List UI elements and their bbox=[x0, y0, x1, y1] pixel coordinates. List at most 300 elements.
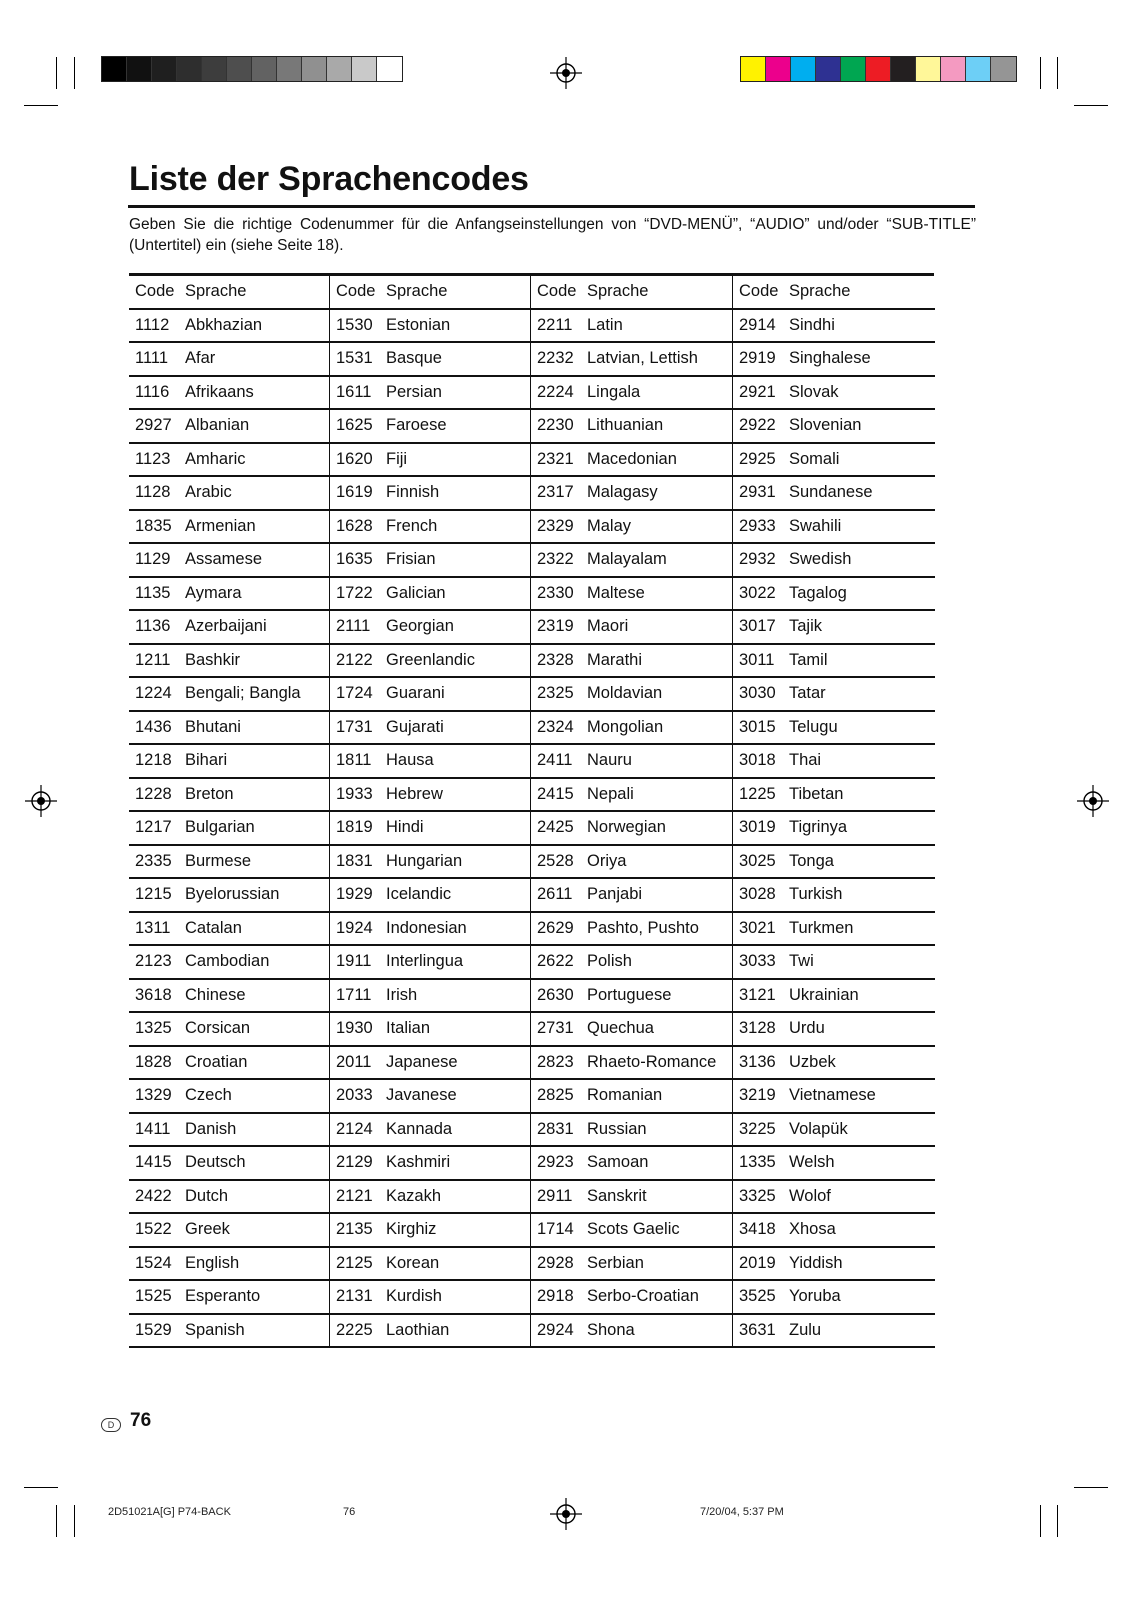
language-code: 2924 bbox=[537, 1320, 574, 1339]
language-code: 1929 bbox=[336, 885, 373, 904]
page-title: Liste der Sprachencodes bbox=[129, 160, 529, 198]
language-name: Esperanto bbox=[185, 1287, 261, 1306]
registration-mark-left-icon bbox=[23, 783, 59, 819]
language-code: 2131 bbox=[336, 1287, 373, 1306]
table-row bbox=[129, 544, 329, 578]
language-name: Panjabi bbox=[587, 885, 643, 904]
language-code: 1522 bbox=[135, 1220, 172, 1239]
language-name: Lithuanian bbox=[587, 416, 664, 435]
table-row bbox=[129, 1181, 329, 1215]
language-code: 2933 bbox=[739, 516, 776, 535]
language-code: 2317 bbox=[537, 483, 574, 502]
table-row bbox=[330, 444, 531, 478]
language-name: Galician bbox=[386, 583, 446, 602]
language-code: 1112 bbox=[135, 315, 170, 334]
language-name: Spanish bbox=[185, 1320, 245, 1339]
table-row bbox=[733, 611, 935, 645]
table-row bbox=[531, 1147, 733, 1181]
crop-mark-br-v2 bbox=[1040, 1505, 1041, 1537]
crop-mark-tr-h bbox=[1074, 105, 1108, 106]
language-code: 2630 bbox=[537, 985, 574, 1004]
language-name: Norwegian bbox=[587, 818, 666, 837]
language-name: Japanese bbox=[386, 1052, 458, 1071]
table-row bbox=[531, 1013, 733, 1047]
table-column bbox=[129, 276, 329, 1348]
table-row bbox=[733, 343, 935, 377]
language-code: 2122 bbox=[336, 650, 373, 669]
language-code: 1529 bbox=[135, 1320, 172, 1339]
language-code: 2528 bbox=[537, 851, 574, 870]
language-code: 2319 bbox=[537, 617, 574, 636]
header-code: Code bbox=[739, 282, 779, 301]
table-row bbox=[733, 712, 935, 746]
language-code: 1218 bbox=[135, 751, 172, 770]
language-code: 1828 bbox=[135, 1052, 172, 1071]
language-code: 1225 bbox=[739, 784, 776, 803]
language-code: 3618 bbox=[135, 985, 172, 1004]
language-code: 2831 bbox=[537, 1119, 574, 1138]
language-name: Armenian bbox=[185, 516, 256, 535]
language-name: Faroese bbox=[386, 416, 447, 435]
language-name: Mongolian bbox=[587, 717, 664, 736]
language-code: 2919 bbox=[739, 349, 776, 368]
language-name: Danish bbox=[185, 1119, 237, 1138]
table-row bbox=[129, 1114, 329, 1148]
language-code: 1436 bbox=[135, 717, 172, 736]
language-code: 1135 bbox=[135, 583, 171, 602]
language-name: Tamil bbox=[789, 650, 828, 669]
language-name: Byelorussian bbox=[185, 885, 280, 904]
table-row bbox=[330, 1315, 531, 1349]
color-swatch bbox=[941, 57, 966, 81]
language-name: Tajik bbox=[789, 617, 823, 636]
language-code: 1530 bbox=[336, 315, 373, 334]
table-row bbox=[531, 946, 733, 980]
table-row bbox=[531, 1281, 733, 1315]
language-code: 3018 bbox=[739, 751, 776, 770]
language-code: 2225 bbox=[336, 1320, 373, 1339]
language-name: Greenlandic bbox=[386, 650, 475, 669]
table-row bbox=[733, 1114, 935, 1148]
language-code: 1731 bbox=[336, 717, 373, 736]
table-row bbox=[733, 477, 935, 511]
table-row bbox=[733, 1214, 935, 1248]
table-row bbox=[330, 1080, 531, 1114]
language-code: 1722 bbox=[336, 583, 373, 602]
language-code: 3136 bbox=[739, 1052, 776, 1071]
language-code: 2232 bbox=[537, 349, 574, 368]
color-swatch bbox=[227, 57, 252, 81]
table-row bbox=[733, 578, 935, 612]
table-row bbox=[330, 410, 531, 444]
crop-mark-bl-v bbox=[56, 1505, 57, 1537]
table-row bbox=[330, 1281, 531, 1315]
language-name: Javanese bbox=[386, 1086, 457, 1105]
language-code: 3418 bbox=[739, 1220, 776, 1239]
table-row bbox=[129, 645, 329, 679]
language-code: 2211 bbox=[537, 315, 573, 334]
table-row bbox=[330, 1181, 531, 1215]
language-code: 2928 bbox=[537, 1253, 574, 1272]
language-name: Basque bbox=[386, 349, 442, 368]
table-row bbox=[531, 611, 733, 645]
language-code: 2321 bbox=[537, 449, 574, 468]
table-row bbox=[330, 1214, 531, 1248]
title-rule bbox=[128, 205, 975, 208]
language-code: 2932 bbox=[739, 550, 776, 569]
table-row bbox=[733, 1281, 935, 1315]
language-name: Frisian bbox=[386, 550, 436, 569]
color-swatch bbox=[277, 57, 302, 81]
color-swatch bbox=[916, 57, 941, 81]
language-name: Amharic bbox=[185, 449, 246, 468]
language-name: Gujarati bbox=[386, 717, 444, 736]
language-name: Finnish bbox=[386, 483, 440, 502]
table-row bbox=[330, 645, 531, 679]
table-row bbox=[733, 745, 935, 779]
language-code: 2328 bbox=[537, 650, 574, 669]
language-code: 1628 bbox=[336, 516, 373, 535]
language-code: 2731 bbox=[537, 1019, 574, 1038]
language-name: Hungarian bbox=[386, 851, 463, 870]
language-code: 1128 bbox=[135, 483, 171, 502]
language-name: Malayalam bbox=[587, 550, 667, 569]
crop-mark-br-v bbox=[1057, 1505, 1058, 1537]
language-code: 3028 bbox=[739, 885, 776, 904]
table-header-row bbox=[330, 276, 531, 310]
language-name: Azerbaijani bbox=[185, 617, 267, 636]
language-name: English bbox=[185, 1253, 240, 1272]
crop-mark-tl-v bbox=[74, 57, 75, 89]
table-row bbox=[330, 779, 531, 813]
language-name: Burmese bbox=[185, 851, 252, 870]
color-swatch bbox=[152, 57, 177, 81]
table-row bbox=[531, 879, 733, 913]
language-name: Tatar bbox=[789, 684, 826, 703]
language-code: 2324 bbox=[537, 717, 574, 736]
language-name: Interlingua bbox=[386, 952, 464, 971]
table-row bbox=[733, 1047, 935, 1081]
language-code: 2921 bbox=[739, 382, 776, 401]
table-row bbox=[330, 678, 531, 712]
language-name: Telugu bbox=[789, 717, 838, 736]
language-name: Ukrainian bbox=[789, 985, 859, 1004]
table-row bbox=[531, 477, 733, 511]
language-code: 2124 bbox=[336, 1119, 373, 1138]
language-code: 2415 bbox=[537, 784, 574, 803]
table-row bbox=[531, 343, 733, 377]
color-calibration-bar bbox=[740, 56, 1017, 82]
table-row bbox=[129, 712, 329, 746]
language-name: Singhalese bbox=[789, 349, 871, 368]
table-row bbox=[531, 779, 733, 813]
table-row bbox=[531, 913, 733, 947]
language-name: Marathi bbox=[587, 650, 643, 669]
registration-mark-bottom-icon bbox=[548, 1496, 584, 1532]
table-row bbox=[129, 946, 329, 980]
language-code: 3525 bbox=[739, 1287, 776, 1306]
table-row bbox=[129, 611, 329, 645]
language-code: 1215 bbox=[135, 885, 172, 904]
language-code: 1811 bbox=[336, 751, 372, 770]
language-code: 2129 bbox=[336, 1153, 373, 1172]
table-row bbox=[531, 980, 733, 1014]
language-code: 2033 bbox=[336, 1086, 373, 1105]
language-name: Kannada bbox=[386, 1119, 453, 1138]
language-name: Hebrew bbox=[386, 784, 443, 803]
crop-mark-tl-h bbox=[24, 105, 58, 106]
table-row bbox=[330, 343, 531, 377]
table-row bbox=[733, 946, 935, 980]
language-name: Scots Gaelic bbox=[587, 1220, 680, 1239]
language-name: Slovenian bbox=[789, 416, 862, 435]
table-row bbox=[129, 578, 329, 612]
language-name: Abkhazian bbox=[185, 315, 263, 334]
language-code: 2825 bbox=[537, 1086, 574, 1105]
language-name: Welsh bbox=[789, 1153, 835, 1172]
language-code: 2425 bbox=[537, 818, 574, 837]
language-name: Greek bbox=[185, 1220, 230, 1239]
table-row bbox=[733, 812, 935, 846]
language-name: Aymara bbox=[185, 583, 242, 602]
language-code: 1335 bbox=[739, 1153, 776, 1172]
language-name: Kazakh bbox=[386, 1186, 442, 1205]
language-name: Polish bbox=[587, 952, 632, 971]
color-swatch bbox=[741, 57, 766, 81]
table-row bbox=[129, 343, 329, 377]
language-name: Lingala bbox=[587, 382, 641, 401]
language-code: 3325 bbox=[739, 1186, 776, 1205]
table-row bbox=[531, 1214, 733, 1248]
language-name: Uzbek bbox=[789, 1052, 836, 1071]
table-row bbox=[733, 1315, 935, 1349]
slug-center: 76 bbox=[343, 1506, 356, 1518]
table-row bbox=[733, 1147, 935, 1181]
color-swatch bbox=[102, 57, 127, 81]
language-name: Urdu bbox=[789, 1019, 825, 1038]
crop-mark-bl-h bbox=[24, 1487, 58, 1488]
language-name: Laothian bbox=[386, 1320, 450, 1339]
table-row bbox=[129, 444, 329, 478]
table-row bbox=[330, 511, 531, 545]
language-name: Arabic bbox=[185, 483, 232, 502]
language-code: 2914 bbox=[739, 315, 776, 334]
language-code: 3128 bbox=[739, 1019, 776, 1038]
language-name: Irish bbox=[386, 985, 418, 1004]
language-code: 2123 bbox=[135, 952, 172, 971]
language-name: Italian bbox=[386, 1019, 431, 1038]
color-swatch bbox=[252, 57, 277, 81]
language-code: 2111 bbox=[336, 617, 371, 636]
language-code: 2823 bbox=[537, 1052, 574, 1071]
table-row bbox=[733, 678, 935, 712]
language-name: Russian bbox=[587, 1119, 647, 1138]
language-name: Somali bbox=[789, 449, 840, 468]
language-name: Xhosa bbox=[789, 1220, 836, 1239]
language-code: 3030 bbox=[739, 684, 776, 703]
language-name: Sindhi bbox=[789, 315, 835, 334]
table-row bbox=[531, 1248, 733, 1282]
language-name: Assamese bbox=[185, 550, 263, 569]
language-name: Serbo-Croatian bbox=[587, 1287, 699, 1306]
language-name: Samoan bbox=[587, 1153, 649, 1172]
table-row bbox=[531, 544, 733, 578]
language-name: Malagasy bbox=[587, 483, 658, 502]
language-name: Pashto, Pushto bbox=[587, 918, 699, 937]
language-code: 1611 bbox=[336, 382, 372, 401]
table-column bbox=[530, 276, 733, 1348]
language-code: 1831 bbox=[336, 851, 373, 870]
language-code: 2011 bbox=[336, 1052, 372, 1071]
language-name: Afar bbox=[185, 349, 216, 368]
language-code: 3225 bbox=[739, 1119, 776, 1138]
language-name: Dutch bbox=[185, 1186, 229, 1205]
table-row bbox=[531, 712, 733, 746]
language-name: Yiddish bbox=[789, 1253, 843, 1272]
table-row bbox=[733, 444, 935, 478]
color-swatch bbox=[352, 57, 377, 81]
language-code: 1619 bbox=[336, 483, 373, 502]
table-row bbox=[330, 980, 531, 1014]
table-row bbox=[733, 310, 935, 344]
table-row bbox=[531, 444, 733, 478]
color-swatch bbox=[841, 57, 866, 81]
registration-mark-top-icon bbox=[548, 55, 584, 91]
language-name: Nauru bbox=[587, 751, 632, 770]
header-code: Code bbox=[537, 282, 577, 301]
language-name: Zulu bbox=[789, 1320, 822, 1339]
header-language: Sprache bbox=[789, 282, 851, 301]
table-row bbox=[733, 1181, 935, 1215]
language-name: Corsican bbox=[185, 1019, 251, 1038]
language-name: Tagalog bbox=[789, 583, 847, 602]
language-code: 1724 bbox=[336, 684, 373, 703]
table-row bbox=[129, 1281, 329, 1315]
language-name: Georgian bbox=[386, 617, 454, 636]
table-header-row bbox=[129, 276, 329, 310]
language-name: Malay bbox=[587, 516, 632, 535]
table-row bbox=[531, 1181, 733, 1215]
language-name: Bashkir bbox=[185, 650, 241, 669]
language-code: 1911 bbox=[336, 952, 372, 971]
table-header-row bbox=[733, 276, 935, 310]
language-name: Turkish bbox=[789, 885, 843, 904]
language-code: 3015 bbox=[739, 717, 776, 736]
language-code: 1524 bbox=[135, 1253, 172, 1272]
language-code-table bbox=[129, 273, 934, 1350]
language-code: 3021 bbox=[739, 918, 776, 937]
language-code: 1211 bbox=[135, 650, 171, 669]
table-row bbox=[531, 578, 733, 612]
table-row bbox=[129, 1080, 329, 1114]
language-code: 2019 bbox=[739, 1253, 776, 1272]
language-name: Indonesian bbox=[386, 918, 467, 937]
color-swatch bbox=[866, 57, 891, 81]
table-row bbox=[129, 1013, 329, 1047]
language-name: Serbian bbox=[587, 1253, 644, 1272]
color-swatch bbox=[177, 57, 202, 81]
language-name: Macedonian bbox=[587, 449, 677, 468]
language-name: Kirghiz bbox=[386, 1220, 437, 1239]
intro-paragraph: Geben Sie die richtige Codenummer für die Anfangseinstellungen von “DVD-MENÜ”, “AUDIO” und/oder “SUB-TITLE” (Untertitel) ein (siehe Seite 18). bbox=[129, 216, 976, 254]
table-row bbox=[733, 1013, 935, 1047]
language-code: 3011 bbox=[739, 650, 775, 669]
language-name: Breton bbox=[185, 784, 234, 803]
language-name: Estonian bbox=[386, 315, 451, 334]
table-row bbox=[129, 812, 329, 846]
language-code: 2325 bbox=[537, 684, 574, 703]
language-name: Kashmiri bbox=[386, 1153, 451, 1172]
language-name: Guarani bbox=[386, 684, 445, 703]
language-code: 1311 bbox=[135, 918, 171, 937]
table-row bbox=[531, 1315, 733, 1349]
language-name: Thai bbox=[789, 751, 822, 770]
language-code: 2925 bbox=[739, 449, 776, 468]
language-code: 2322 bbox=[537, 550, 574, 569]
page-number: 76 bbox=[130, 1410, 152, 1431]
language-code: 1224 bbox=[135, 684, 172, 703]
header-language: Sprache bbox=[185, 282, 247, 301]
language-code: 2224 bbox=[537, 382, 574, 401]
table-row bbox=[733, 544, 935, 578]
slug-left: 2D51021A[G] P74-BACK bbox=[108, 1506, 231, 1518]
language-code: 2922 bbox=[739, 416, 776, 435]
table-row bbox=[129, 879, 329, 913]
language-name: Portuguese bbox=[587, 985, 672, 1004]
language-code: 1325 bbox=[135, 1019, 172, 1038]
language-code: 2923 bbox=[537, 1153, 574, 1172]
table-row bbox=[330, 1248, 531, 1282]
language-code: 2629 bbox=[537, 918, 574, 937]
language-code: 2330 bbox=[537, 583, 574, 602]
table-row bbox=[531, 1047, 733, 1081]
language-name: Moldavian bbox=[587, 684, 663, 703]
crop-mark-bl-v2 bbox=[74, 1505, 75, 1537]
table-row bbox=[330, 1047, 531, 1081]
header-language: Sprache bbox=[386, 282, 448, 301]
table-row bbox=[129, 377, 329, 411]
language-code: 1933 bbox=[336, 784, 373, 803]
table-column bbox=[732, 276, 935, 1348]
table-row bbox=[330, 611, 531, 645]
table-row bbox=[733, 645, 935, 679]
slug-right: 7/20/04, 5:37 PM bbox=[700, 1506, 784, 1518]
language-name: Persian bbox=[386, 382, 442, 401]
table-row bbox=[330, 1147, 531, 1181]
language-code: 1711 bbox=[336, 985, 372, 1004]
header-code: Code bbox=[135, 282, 175, 301]
language-code: 1111 bbox=[135, 349, 169, 368]
language-code: 1930 bbox=[336, 1019, 373, 1038]
table-row bbox=[733, 1080, 935, 1114]
language-code: 1635 bbox=[336, 550, 373, 569]
language-name: Twi bbox=[789, 952, 814, 971]
table-row bbox=[330, 879, 531, 913]
language-name: Bhutani bbox=[185, 717, 241, 736]
language-code: 1123 bbox=[135, 449, 171, 468]
language-name: Wolof bbox=[789, 1186, 831, 1205]
language-name: Tibetan bbox=[789, 784, 844, 803]
language-name: Romanian bbox=[587, 1086, 663, 1105]
language-code: 2230 bbox=[537, 416, 574, 435]
table-row bbox=[129, 745, 329, 779]
table-row bbox=[129, 913, 329, 947]
language-name: Deutsch bbox=[185, 1153, 246, 1172]
language-name: Albanian bbox=[185, 416, 250, 435]
crop-mark-tr-v2 bbox=[1057, 57, 1058, 89]
color-swatch bbox=[302, 57, 327, 81]
language-code: 1620 bbox=[336, 449, 373, 468]
